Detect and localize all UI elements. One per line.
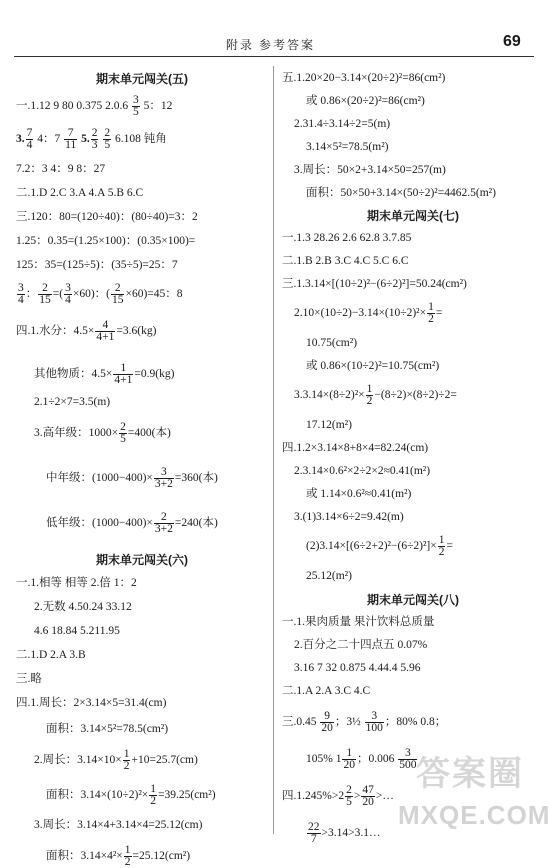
watermark-logo: 答案圈 [416, 755, 524, 793]
section-title-6: 期末单元闯关(六) [96, 553, 188, 567]
s5-line-5: 三.120：80=(120÷40)：(80÷40)=3：2 [16, 211, 198, 223]
fraction: $\frac{3}{5}$ [133, 94, 139, 118]
r-line-25: 三.0.45 $\frac{9}{20}$ ；3½ $\frac{3}{100}$ ；80% 0.8； [282, 710, 447, 734]
fraction: $\frac{9}{20}$ [321, 710, 333, 734]
fraction: $\frac{2}{3}$ [91, 127, 98, 151]
fraction: $\frac{22}{7}$ [308, 821, 320, 845]
s5-line-12: 3.高年级：1000× $\frac{2}{5}$ =400(本) [34, 421, 171, 445]
r-line-28: $\frac{22}{7}$ >3.14>3.1… [308, 821, 381, 845]
s5-line-13: 中年级：(1000−400)× $\frac{3}{3+2}$ =360(本) [46, 466, 218, 490]
r-line-20: 25.12(m²) [306, 570, 352, 582]
header-rule [14, 56, 534, 57]
fraction: $\frac{7}{11}$ [65, 127, 77, 151]
s5-line-7: 125：35=(125÷5)：(35÷5)=25：7 [16, 259, 178, 271]
fraction: $\frac{2}{5}$ [346, 784, 352, 808]
r-line-23: 3.16 7 32 0.875 4.44.4 5.96 [294, 662, 421, 674]
s5-line-8: $\frac{3}{4}$ ： $\frac{2}{15}$ =( $\frac{3}{4}$ ×60)：( $\frac{2}{15}$ ×60)=45：8 [18, 282, 183, 306]
page-number: 69 [503, 33, 521, 50]
section-title-8: 期末单元闯关(八) [367, 593, 459, 607]
r-line-13: 3.3.14×(8÷2)²× $\frac{1}{2}$ −(8÷2)×(8÷2)÷2= [294, 383, 457, 407]
fraction: $\frac{1}{20}$ [343, 747, 355, 771]
r-line-9: 三.1.3.14×[(10÷2)²−(6÷2)²]=50.24(cm²) [282, 278, 467, 290]
fraction: $\frac{2}{15}$ [39, 282, 51, 306]
s6-line-6: 四.1.周长：2×3.14×5=31.4(cm) [16, 697, 167, 709]
r-line-24: 二.1.A 2.A 3.C 4.C [282, 685, 371, 697]
r-line-16: 2.3.14×0.6²×2÷2×2≈0.41(m²) [294, 465, 431, 477]
s6-line-10: 3.周长：3.14×4+3.14×4=25.12(cm) [34, 819, 203, 831]
s6-line-1: 一.1.相等 相等 2.倍 1：2 [16, 577, 137, 589]
watermark-text: MXQE.COM [398, 800, 551, 830]
right-column [282, 70, 544, 845]
fraction: $\frac{1}{2}$ [366, 383, 373, 407]
fraction: $\frac{3}{3+2}$ [154, 466, 173, 490]
r-line-6: 面积：50×50+3.14×(50÷2)²=4462.5(m²) [306, 187, 496, 199]
fraction: $\frac{1}{2}$ [124, 844, 131, 868]
r-line-1: 五.1.20×20−3.14×(20÷2)²=86(cm²) [282, 72, 446, 84]
s5-line-6: 1.25：0.35=(1.25×100)：(0.35×100)= [16, 235, 196, 247]
header-title: 附录 参考答案 [226, 38, 316, 52]
page-header [0, 0, 551, 62]
s5-line-9: 四.1.水分：4.5× $\frac{4}{4+1}$ =3.6(kg) [16, 319, 157, 343]
fraction: $\frac{1}{2}$ [123, 748, 130, 772]
s5-line-14: 低年级：(1000−400)× $\frac{2}{3+2}$ =240(本) [46, 511, 218, 535]
r-line-2: 或 0.86×(20÷2)²=86(cm²) [306, 95, 425, 107]
r-line-12: 或 0.86×(10÷2)²=10.75(cm²) [306, 360, 440, 372]
watermark [358, 740, 551, 835]
fraction: $\frac{1}{4+1}$ [114, 362, 133, 386]
fraction: $\frac{3}{500}$ [399, 747, 417, 771]
s5-line-11: 2.1÷2×7=3.5(m) [34, 396, 111, 408]
s5-line-3: 7.2：3 4：9 8：27 [16, 163, 106, 175]
fraction: $\frac{2}{5}$ [104, 127, 111, 151]
r-line-27: 四.1.245%>2 $\frac{2}{5}$ > $\frac{47}{20}$ >… [282, 784, 394, 808]
s6-line-11: 面积：3.14×4²× $\frac{1}{2}$ =25.12(cm²) [46, 844, 191, 868]
r-line-3: 2.31.4÷3.14÷2=5(m) [294, 118, 391, 130]
left-column [16, 70, 268, 868]
r-line-5: 3.周长：50×2+3.14×50=257(m) [294, 164, 446, 176]
r-line-15: 四.1.2×3.14×8+8×4=82.24(cm) [282, 442, 429, 454]
fraction: $\frac{2}{3+2}$ [154, 511, 173, 535]
r-line-17: 或 1.14×0.6²≈0.41(m²) [306, 488, 412, 500]
r-line-4: 3.14×5²=78.5(m²) [306, 141, 389, 153]
r-line-11: 10.75(cm²) [306, 337, 358, 349]
fraction: $\frac{3}{4}$ [65, 282, 71, 306]
fraction: $\frac{1}{2}$ [438, 534, 445, 558]
s6-line-8: 2.周长：3.14×10× $\frac{1}{2}$ +10=25.7(cm) [34, 748, 198, 772]
s5-line-10: 其他物质：4.5× $\frac{1}{4+1}$ =0.9(kg) [34, 362, 175, 386]
fraction: $\frac{47}{20}$ [362, 784, 374, 808]
r-line-18: 3.(1)3.14×6÷2=9.42(m) [294, 511, 404, 523]
r-line-19: (2)3.14×[(6÷2+2)²−(6÷2)²]× $\frac{1}{2}$ = [306, 534, 453, 558]
fraction: $\frac{2}{15}$ [111, 282, 124, 306]
section-title-7: 期末单元闯关(七) [367, 209, 459, 223]
fraction: $\frac{1}{2}$ [150, 783, 157, 807]
s5-line-2: 3. $\frac{7}{4}$ 4：7 $\frac{7}{11}$ 5. $\frac{2}{3}$ $\frac{2}{5}$ 6.108 钝角 [16, 127, 167, 151]
fraction: $\frac{2}{5}$ [120, 421, 126, 445]
s5-line-4: 二.1.D 2.C 3.A 4.A 5.B 6.C [16, 187, 144, 199]
section-title-5: 期末单元闯关(五) [96, 72, 188, 86]
r-line-21: 一.1.果肉质量 果汁饮料总质量 [282, 616, 435, 628]
s6-line-9: 面积：3.14×(10÷2)²× $\frac{1}{2}$ =39.25(cm²) [46, 783, 216, 807]
fraction: $\frac{3}{100}$ [365, 710, 383, 734]
s6-line-3: 4.6 18.84 5.211.95 [34, 625, 120, 637]
column-divider [273, 66, 274, 834]
r-line-22: 2.百分之二十四点五 0.07% [294, 639, 428, 651]
r-line-7: 一.1.3 28.26 2.6 62.8 3.7.85 [282, 232, 412, 244]
r-line-26: 105% 1 $\frac{1}{20}$ ；0.006 $\frac{3}{500}$ [306, 747, 417, 771]
fraction: $\frac{4}{4+1}$ [96, 319, 115, 343]
s6-line-7: 面积：3.14×5²=78.5(cm²) [46, 723, 169, 735]
fraction: $\frac{1}{2}$ [428, 301, 434, 325]
r-line-10: 2.10×(10÷2)−3.14×(10÷2)²× $\frac{1}{2}$ = [294, 301, 443, 325]
s6-line-4: 二.1.D 2.A 3.B [16, 649, 86, 661]
s6-line-2: 2.无数 4.50.24 33.12 [34, 601, 132, 613]
s6-line-5: 三.略 [16, 673, 42, 685]
s5-line-1: 一.1.12 9 80 0.375 2.0.6 $\frac{3}{5}$ 5：12 [16, 94, 173, 118]
r-line-8: 二.1.B 2.B 3.C 4.C 5.C 6.C [282, 255, 409, 267]
r-line-14: 17.12(m²) [306, 419, 352, 431]
fraction: $\frac{3}{4}$ [18, 282, 24, 306]
fraction: $\frac{7}{4}$ [26, 127, 33, 151]
